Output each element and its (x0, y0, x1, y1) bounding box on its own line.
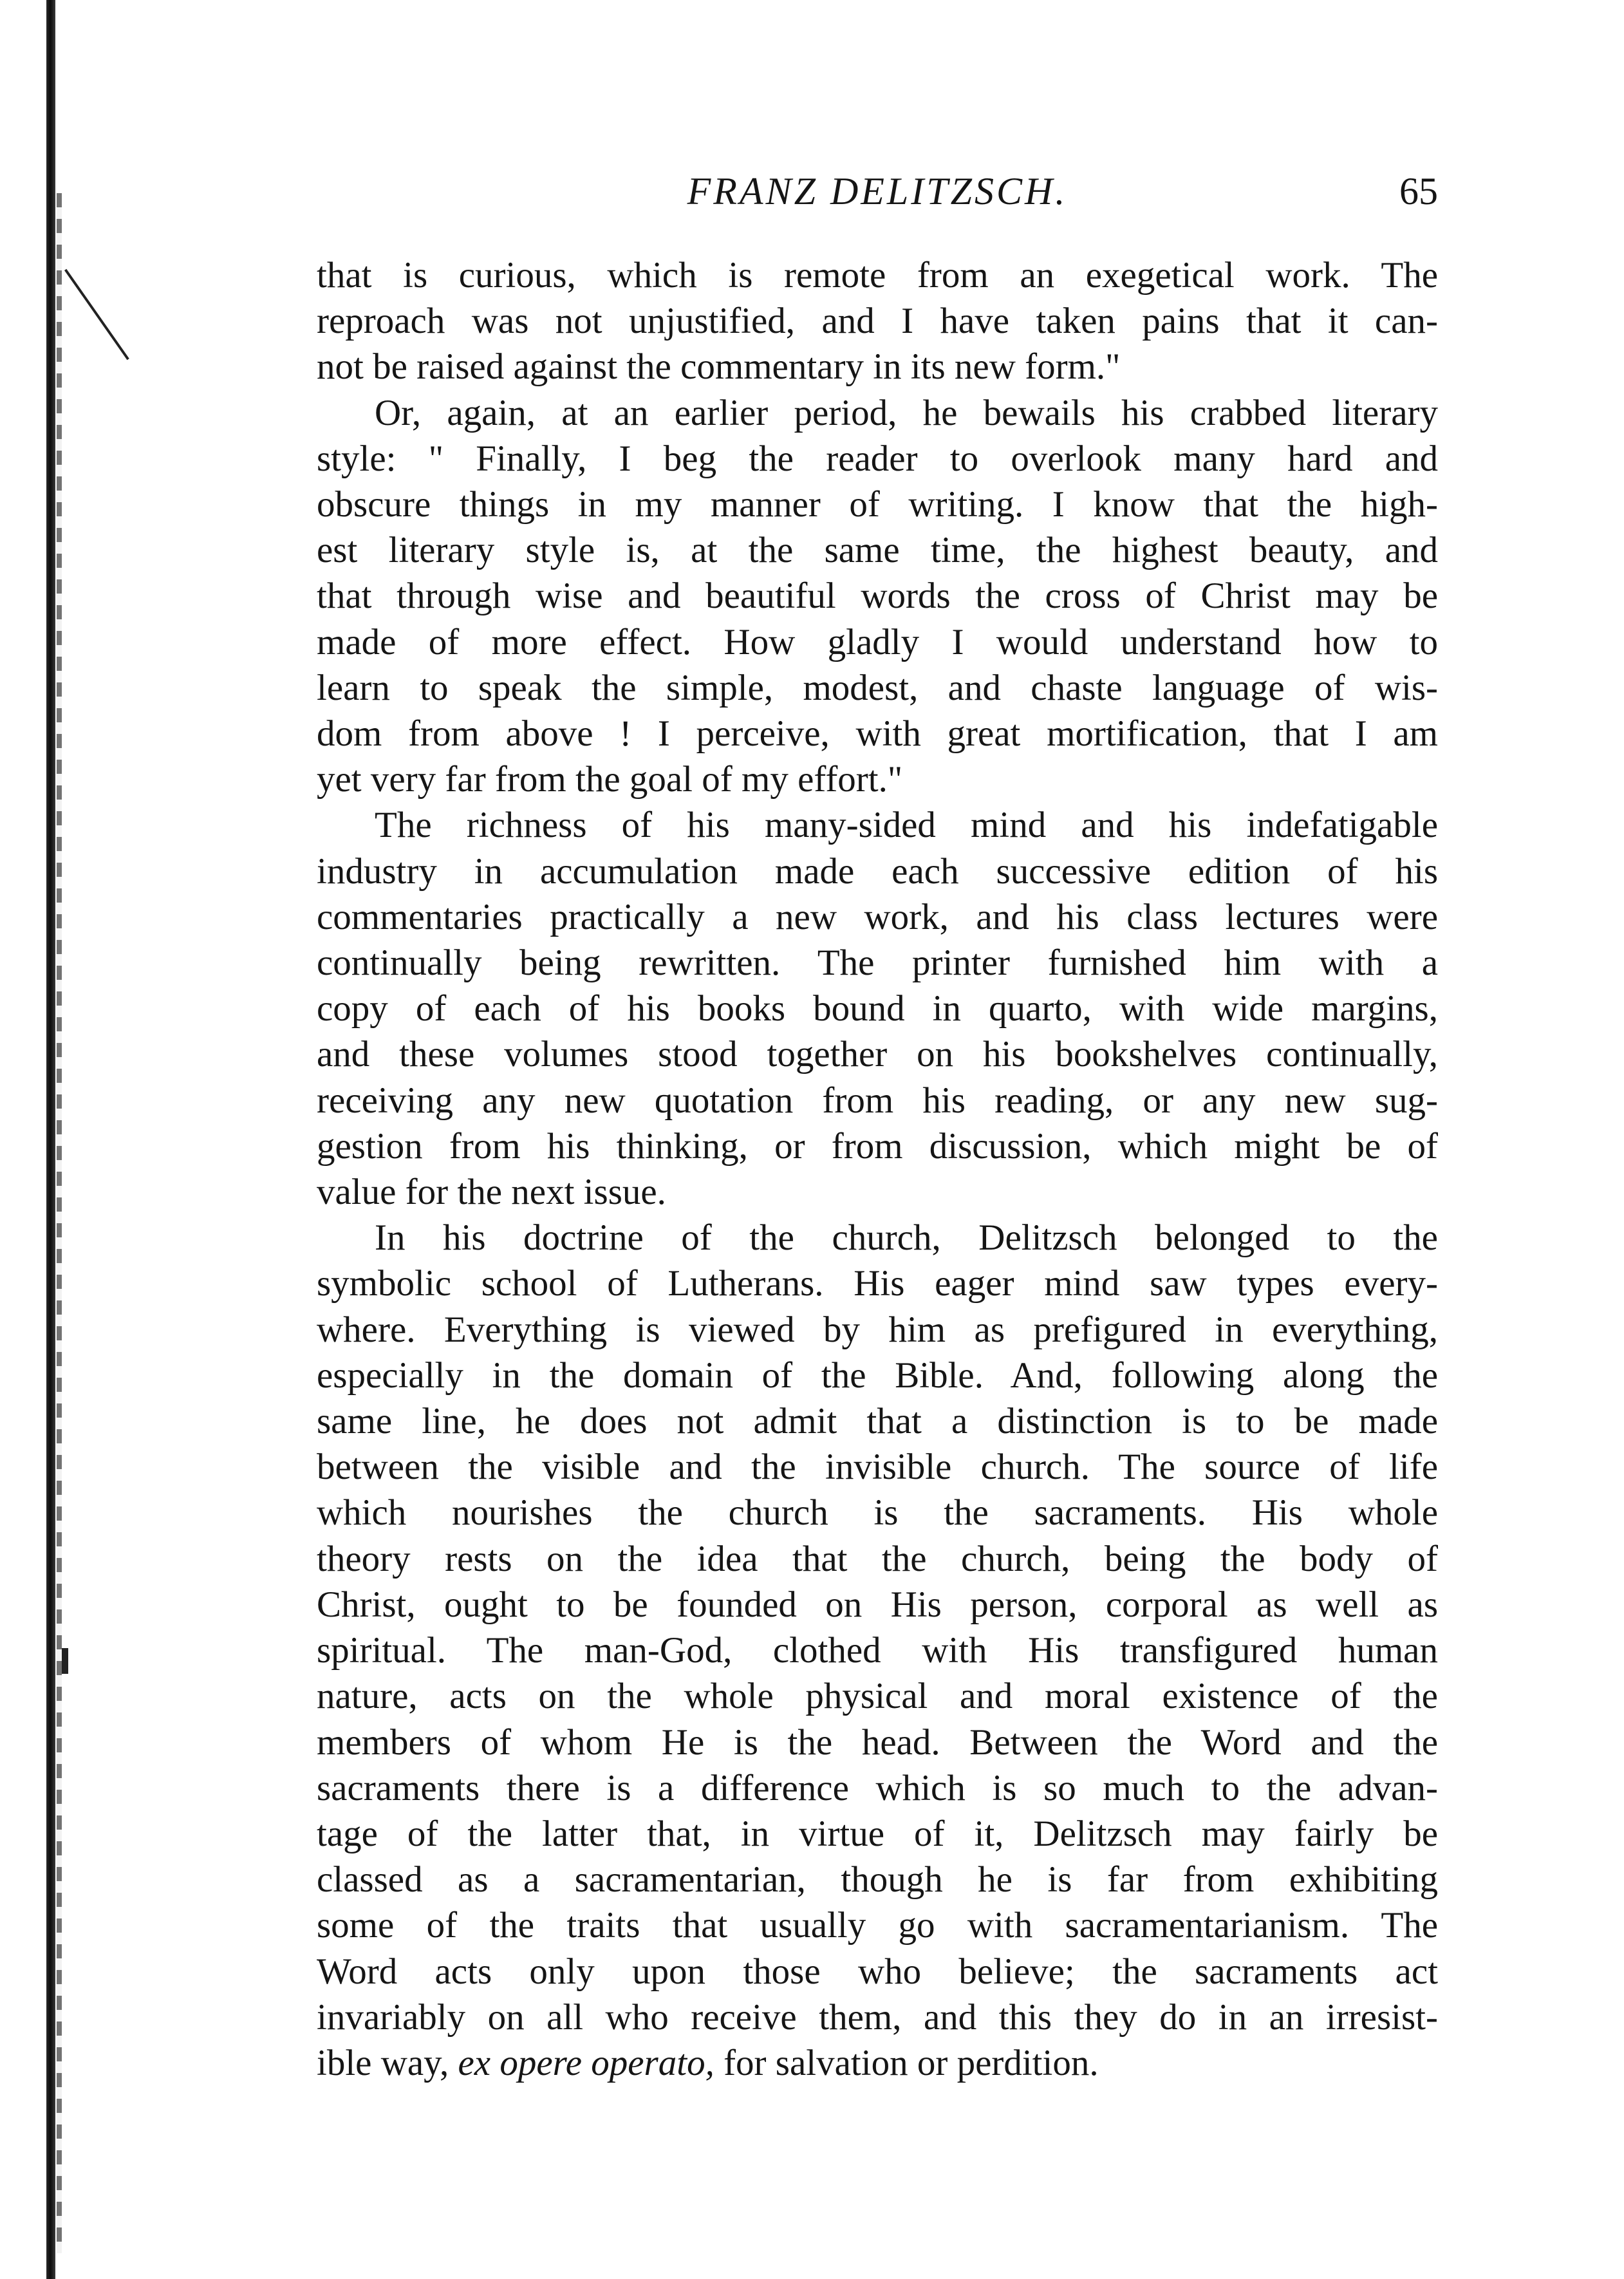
page-number: 65 (1399, 170, 1438, 212)
text-line: that is curious, which is remote from an exegetical work. The (317, 255, 1438, 295)
text-line: Christ, ought to be founded on His person, corporal as well as (317, 1584, 1438, 1625)
text-line: made of more effect. How gladly I would understand how to (317, 621, 1438, 662)
text-line: tage of the latter that, in virtue of it, Delitzsch may fairly be (317, 1813, 1438, 1854)
text-line: nature, acts on the whole physical and moral existence of the (317, 1676, 1438, 1717)
text-line: members of whom He is the head. Between the Word and the (317, 1721, 1438, 1763)
text-line: where. Everything is viewed by him as prefigured in everything, (317, 1309, 1438, 1350)
text-line: reproach was not unjustified, and I have taken pains that it can- (317, 301, 1438, 342)
body-text (317, 252, 1438, 2086)
text-line: sacraments there is a difference which is so much to the advan- (317, 1767, 1438, 1808)
text-line: not be raised against the commentary in its new form." (317, 346, 1121, 388)
text-line: and these volumes stood together on his bookshelves continually, (317, 1034, 1438, 1075)
text-line: same line, he does not admit that a distinction is to be made (317, 1401, 1438, 1442)
paragraph (317, 252, 1438, 390)
text-line: receiving any new quotation from his reading, or any new sug- (317, 1080, 1438, 1121)
text-line: symbolic school of Lutherans. His eager mind saw types every- (317, 1263, 1438, 1304)
paragraph (317, 1215, 1438, 2086)
text-line: Or, again, at an earlier period, he bewails his crabbed literary (375, 392, 1438, 433)
text-line: spiritual. The man-God, clothed with His transfigured human (317, 1630, 1438, 1671)
text-line: Word acts only upon those who believe; the sacraments act (317, 1951, 1438, 1992)
text-line: obscure things in my manner of writing. I know that the high- (317, 484, 1438, 525)
text-line: gestion from his thinking, or from discussion, which might be of (317, 1125, 1438, 1167)
text-line: value for the next issue. (317, 1172, 666, 1213)
text-line: invariably on all who receive them, and this they do in an irresist- (317, 1996, 1438, 2038)
text-line: especially in the domain of the Bible. And, following along the (317, 1355, 1438, 1396)
final-text-line (317, 2040, 1438, 2086)
text-line: industry in accumulation made each successive edition of his (317, 850, 1438, 892)
text-line: In his doctrine of the church, Delitzsch belonged to the (375, 1217, 1438, 1259)
page-binding-shadow (57, 193, 62, 2253)
text-line: which nourishes the church is the sacraments. His whole (317, 1492, 1438, 1533)
paragraph (317, 802, 1438, 1215)
text-line: est literary style is, at the same time, the highest beauty, and (317, 530, 1438, 571)
paragraph (317, 390, 1438, 803)
text-line: continually being rewritten. The printer furnished him with a (317, 943, 1438, 984)
text-line: dom from above ! I perceive, with great mortification, that I am (317, 713, 1438, 755)
running-title: FRANZ DELITZSCH. (687, 170, 1068, 212)
running-head (317, 162, 1438, 220)
text-line: copy of each of his books bound in quarto, with wide margins, (317, 988, 1438, 1029)
latin-phrase: ex opere operato, (458, 2042, 714, 2083)
margin-binding-tick (62, 1648, 68, 1674)
text-line: classed as a sacramentarian, though he is far from exhibiting (317, 1859, 1438, 1900)
text-line: yet very far from the goal of my effort." (317, 759, 903, 800)
text-run: for salvation or perdition. (714, 2042, 1099, 2083)
text-line: learn to speak the simple, modest, and chaste language of wis- (317, 667, 1438, 708)
text-line: The richness of his many-sided mind and his indefatigable (375, 805, 1438, 846)
text-line: between the visible and the invisible church. The source of life (317, 1447, 1438, 1488)
text-line: style: " Finally, I beg the reader to overlook many hard and (317, 438, 1438, 479)
text-run: ible way, (317, 2042, 458, 2083)
text-line: theory rests on the idea that the church, being the body of (317, 1538, 1438, 1579)
page-binding-edge (46, 0, 55, 2279)
margin-pencil-mark (64, 269, 129, 361)
text-line: that through wise and beautiful words the cross of Christ may be (317, 576, 1438, 617)
text-line: commentaries practically a new work, and his class lectures were (317, 896, 1438, 937)
text-line: some of the traits that usually go with sacramentarianism. The (317, 1905, 1438, 1946)
